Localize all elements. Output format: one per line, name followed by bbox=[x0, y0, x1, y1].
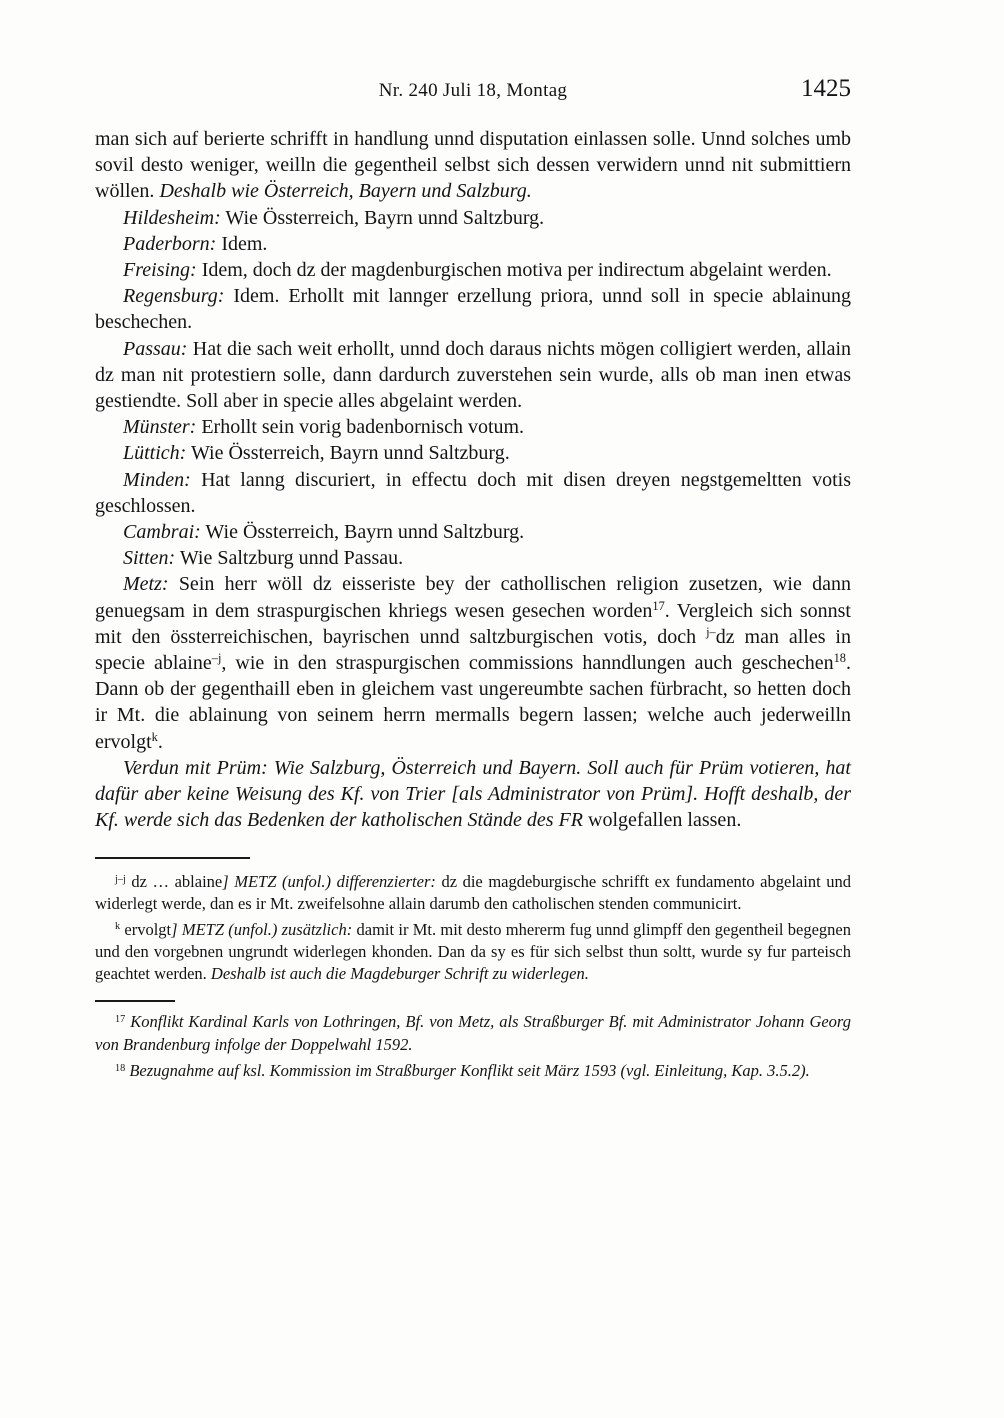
text-run: dz man alles in specie ablaine bbox=[95, 625, 851, 675]
text-run: Münster: bbox=[123, 416, 197, 439]
entry-cambrai bbox=[95, 519, 851, 545]
entry-paderborn bbox=[95, 231, 851, 257]
page-number: 1425 bbox=[801, 75, 851, 102]
text-block bbox=[95, 75, 851, 1087]
entry-freising bbox=[95, 257, 851, 283]
text-run: wolgefallen lassen. bbox=[583, 809, 742, 832]
text-run: Minden: bbox=[123, 468, 191, 491]
text-run: dz … ablaine bbox=[125, 872, 223, 892]
text-run: man sich auf berierte schrifft in handlung unnd disputation einlassen solle. Unnd solches umb sovil desto weniger, weilln die gegentheil selbst sich dessen verwidern unnd nit submittiern wöllen. bbox=[95, 128, 851, 203]
superscript-marker: 18 bbox=[833, 651, 846, 666]
text-run: Hat die sach weit erhollt, unnd doch daraus nichts mögen colligiert werden, allain dz man nit protestiern solle, dann dardurch zuverstehen sein wurde, alls ob man inen etwas gestiendte. Soll aber in specie alles abgelaint werden. bbox=[95, 337, 851, 413]
text-run: Freising: bbox=[123, 259, 197, 282]
text-run: Sein herr wöll dz eisseriste bey der cathollischen religion zusetzen, wie dann genuegsam in dem straspurgischen khriegs wesen gesechen worden bbox=[95, 573, 851, 622]
entry-luettich bbox=[95, 440, 851, 466]
text-run: Sitten: bbox=[123, 547, 176, 570]
text-run: Hildesheim: bbox=[123, 206, 221, 229]
entry-regensburg bbox=[95, 283, 851, 335]
paragraph-continuation bbox=[95, 126, 851, 205]
apparatus-note-j bbox=[95, 871, 851, 915]
text-run: ervolgt bbox=[120, 920, 172, 940]
running-head bbox=[95, 75, 851, 108]
text-run: Idem. bbox=[216, 232, 268, 255]
text-run: ] METZ (unfol.) differenzierter: bbox=[222, 872, 436, 892]
commentary-separator-rule bbox=[95, 1000, 175, 1002]
superscript-marker: –j bbox=[211, 651, 222, 666]
text-run: Lüttich: bbox=[123, 442, 187, 465]
superscript-marker: j–j bbox=[115, 873, 126, 885]
text-run: Deshalb ist auch die Magdeburger Schrift zu widerlegen. bbox=[210, 963, 589, 983]
text-run: , wie in den straspurgischen commissions hanndlungen auch geschechen bbox=[221, 652, 834, 675]
entry-metz bbox=[95, 571, 851, 754]
superscript-marker: 17 bbox=[115, 1013, 126, 1025]
text-run: Regensburg: bbox=[123, 285, 225, 308]
superscript-marker: j– bbox=[706, 625, 716, 640]
entry-hildesheim bbox=[95, 205, 851, 231]
footnote-17 bbox=[95, 1011, 851, 1056]
entry-verdun-mit-pruem bbox=[95, 755, 851, 834]
text-run: Passau: bbox=[123, 337, 188, 360]
text-run: Konflikt Kardinal Karls von Lothringen, Bf. von Metz, als Straßburger Bf. mit Administrator Johann Georg von Brandenburg infolge der Doppelwahl 1592. bbox=[95, 1012, 851, 1054]
text-run: Wie Saltzburg unnd Passau. bbox=[175, 547, 404, 570]
critical-apparatus bbox=[95, 871, 851, 984]
text-run: Idem. Erhollt mit lannger erzellung priora, unnd soll in specie ablainung beschechen. bbox=[95, 285, 851, 334]
body-text bbox=[95, 126, 851, 833]
text-run: damit ir Mt. mit desto mhererm fug unnd glimpff den gegentheil begegnen und den vorgebnen ungrundt widerlegen khonden. Dan da sy es für sich selbst thun soltt, wurde sy fur parteisch geachtet werden. bbox=[95, 920, 851, 983]
text-run: Verdun mit Prüm: Wie Salzburg, Österreich und Bayern. Soll auch für Prüm votieren, hat dafür aber keine Weisung des Kf. von Trier [als Administrator von Prüm]. Hofft deshalb, der Kf. werde sich das Bedenken der katholischen Stände des FR bbox=[95, 756, 851, 832]
text-run: Deshalb wie Österreich, Bayern und Salzburg. bbox=[159, 180, 532, 203]
text-run: Wie Össterreich, Bayrn unnd Saltzburg. bbox=[186, 442, 510, 465]
text-run: . bbox=[157, 730, 163, 753]
running-title: Nr. 240 Juli 18, Montag bbox=[378, 80, 568, 101]
superscript-marker: k bbox=[151, 729, 158, 744]
text-run: Hat lanng discuriert, in effectu doch mit disen dreyen negstgemeltten votis geschlossen. bbox=[95, 468, 851, 517]
apparatus-note-k bbox=[95, 919, 851, 984]
text-run: . Dann ob der gegenthaill eben in gleichem vast ungereumbte sachen fürbracht, so hetten doch ir Mt. die ablainung von seinem herrn mermalls begern lassen; welche auch jederweilln ervolgt bbox=[95, 652, 851, 753]
text-run: Wie Össterreich, Bayrn unnd Saltzburg. bbox=[200, 521, 525, 544]
entry-minden bbox=[95, 467, 851, 519]
text-run: Bezugnahme auf ksl. Kommission im Straßburger Konflikt seit März 1593 (vgl. Einleitung, Kap. 3.5.2). bbox=[125, 1061, 810, 1081]
entry-passau bbox=[95, 336, 851, 415]
superscript-marker: 17 bbox=[652, 598, 665, 613]
text-run: Erhollt sein vorig badenbornisch votum. bbox=[196, 416, 525, 439]
text-run: Cambrai: bbox=[123, 521, 201, 544]
text-run: ] METZ (unfol.) zusätzlich: bbox=[171, 920, 353, 940]
text-run: Metz: bbox=[123, 573, 169, 596]
apparatus-separator-rule bbox=[95, 857, 250, 859]
commentary-footnotes bbox=[95, 1011, 851, 1083]
text-run: Wie Össterreich, Bayrn unnd Saltzburg. bbox=[220, 206, 545, 229]
superscript-marker: 18 bbox=[115, 1062, 126, 1074]
superscript-marker: k bbox=[115, 921, 121, 933]
text-run: Idem, doch dz der magdenburgischen motiva per indirectum abgelaint werden. bbox=[196, 259, 832, 282]
entry-muenster bbox=[95, 414, 851, 440]
text-run: Paderborn: bbox=[123, 232, 217, 255]
text-run: dz die magdeburgische schrifft ex fundamento abgelaint und widerlegt werde, dan es ir Mt. zweifelsohne allain darumb den catholischen stenden communicirt. bbox=[95, 872, 851, 914]
entry-sitten bbox=[95, 545, 851, 571]
footnote-18 bbox=[95, 1060, 851, 1083]
text-run: . Vergleich sich sonnst mit den össterreichischen, bayrischen unnd saltzburgischen votis, doch bbox=[95, 599, 851, 648]
